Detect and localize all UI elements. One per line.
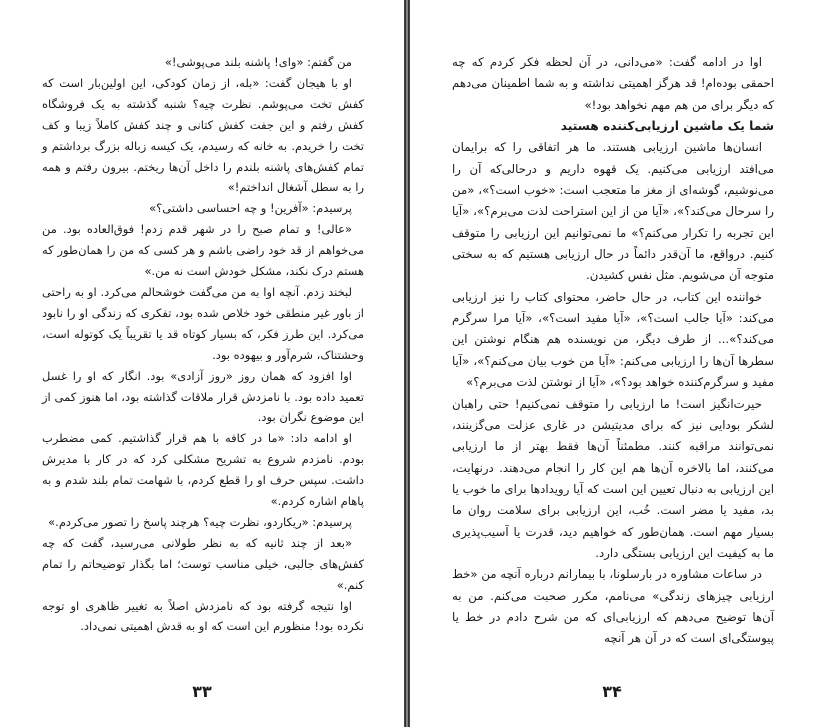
paragraph: حیرت‌انگیز است! ما ارزیابی را متوقف نمی‌کنیم! حتی راهبان لشکر بودایی نیز که برای مدیتیشن در غاری عزلت می‌گزینند، نمی‌توانند مراقبه کنند. مطمئناً آن‌ها فقط بهتر از ما ارزیابی می‌کنند، اما بالاخره آن‌ها هم این کار را انجام می‌دهند. درنهایت، این ارزیابی به دنبال تعیین این است که آیا رویدادها برای ما خوب یا بد، مفید یا مضر است. خُب، این ارزیابی برای سلامت روان ما بسیار مهم است. همان‌طور که خواهیم دید، قدرت یا آسیب‌پذیری ما به کیفیت این ارزیابی بستگی دارد. <box>452 396 774 560</box>
section-heading: شما یک ماشین ارزیابی‌کننده هستید <box>560 119 774 134</box>
paragraph: خواننده این کتاب، در حال حاضر، محتوای کتاب را نیز ارزیابی می‌کند: «آیا جالب است؟»، «آیا مفید است؟»، «آیا مرا سرگرم می‌کند؟»... از طرف دیگر، من نویسنده هم هنگام نوشتن این سطرها آن‌ها را ارزیابی می‌کنم: «آیا من خوب بیان می‌کنم؟»، «آیا مفید و سرگرم‌کننده خواهد بود؟»، «آیا از نوشتن لذت می‌برم؟» <box>452 289 774 390</box>
paragraph: «بعد از چند ثانیه که به نظر طولانی می‌رسید، گفت که چه کفش‌های جالبی، خیلی مناسب توست؛ اما بگذار توضیحاتم را تمام کنم.» <box>42 535 364 592</box>
paragraph: اوا افزود که همان روز «روز آزادی» بود. انگار که او را غسل تعمید داده بود. با نامزدش قرار ملاقات گذاشته بود، اما هنوز کمی از این موضوع نگران بود. <box>42 368 364 425</box>
paragraph: «عالی! و تمام صبح را در شهر قدم زدم! فوق‌العاده بود. من می‌خواهم از قد خود راضی باشم و هر کسی که من را همان‌طور که هستم درک نکند، مشکل خودش است نه من.» <box>42 222 364 279</box>
paragraph: پرسیدم: «آفرین! و چه احساسی داشتی؟» <box>149 201 352 216</box>
paragraph: در ساعات مشاوره در بارسلونا، با بیمارانم درباره آنچه من «خط ارزیابی چیزهای زندگی» می‌نامم، مکرر صحبت می‌کنم. من به آن‌ها توضیح می‌دهم که ارزیابی‌ای که من شرح دادم در خط یا پیوستگی‌ای است که در آن هر آنچه <box>452 567 774 646</box>
left-page-text <box>42 52 364 637</box>
paragraph: پرسیدم: «ریکاردو، نظرت چیه؟ هرچند پاسخ را تصور می‌کردم.» <box>48 514 352 529</box>
paragraph: لبخند زدم. آنچه اوا به من می‌گفت خوشحالم می‌کرد. او به راحتی از باور غیر منطقی خود خلاص شده بود، تفکری که زندگی او را نابود می‌کرد. این طرز فکر، که بسیار کوتاه قد یا تقریباً یک کوتوله است، وحشتناک، شرم‌آور و بیهوده بود. <box>42 284 364 362</box>
paragraph: اوا در ادامه گفت: «می‌دانی، در آن لحظه فکر کردم که چه احمقی بوده‌ام! قد هرگز اهمیتی نداشته و به شما اطمینان می‌دهم که دیگر برای من هم مهم نخواهد بود!» <box>452 55 774 112</box>
left-page <box>0 0 404 727</box>
paragraph: من گفتم: «وای! پاشنه بلند می‌پوشی!» <box>164 55 352 69</box>
page-number: ۳۴ <box>602 682 622 701</box>
paragraph: او با هیجان گفت: «بله، از زمان کودکی، این اولین‌بار است که کفش تخت می‌پوشم. نظرت چیه؟ شنبه گذشته به یک فروشگاه کفش رفتم و این جفت کفش کتانی و چند کفش کاملاً زیبا و کف تخت را خریدم. به خانه که رسیدم، یک کیسه زباله بزرگ برداشتم و تمام کفش‌های پاشنه بلندم را داخل آن‌ها ریختم. بیرون رفتم و همه را به سطل آشغال انداختم!» <box>42 75 364 195</box>
right-page <box>410 0 814 727</box>
right-page-text <box>452 52 774 650</box>
page-number: ۳۳ <box>192 682 212 701</box>
paragraph: او ادامه داد: «ما در کافه با هم قرار گذاشتیم. کمی مضطرب بودم. نامزدم شروع به تشریح مشکلی کرد که در کار با مدیرش داشت. سپس حرف او را قطع کردم، با شهامت تمام بلند شدم و به پاهام اشاره کردم.» <box>42 431 364 509</box>
paragraph: انسان‌ها ماشین ارزیابی هستند. ما هر اتفاقی را که برایمان می‌افتد ارزیابی می‌کنیم. یک قهوه داریم و درحالی‌که آن را می‌نوشیم، گوشه‌ای از مغز ما متعجب است: «خوب است؟»، «من را سرحال می‌کند؟»، «آیا من از این استراحت لذت می‌برم؟»، «آیا این تجربه را تکرار می‌کنم؟» ما نمی‌توانیم این ارزیابی را متوقف کنیم. درواقع، ما آن‌قدر دائماً در حال ارزیابی هستیم که به سختی متوجه آن می‌شویم. مثل نفس کشیدن. <box>452 140 774 283</box>
paragraph: اوا نتیجه گرفته بود که نامزدش اصلاً به تغییر ظاهری او توجه نکرده بود! منظورم این است که او به قدش اهمیتی نمی‌داد. <box>42 598 364 634</box>
